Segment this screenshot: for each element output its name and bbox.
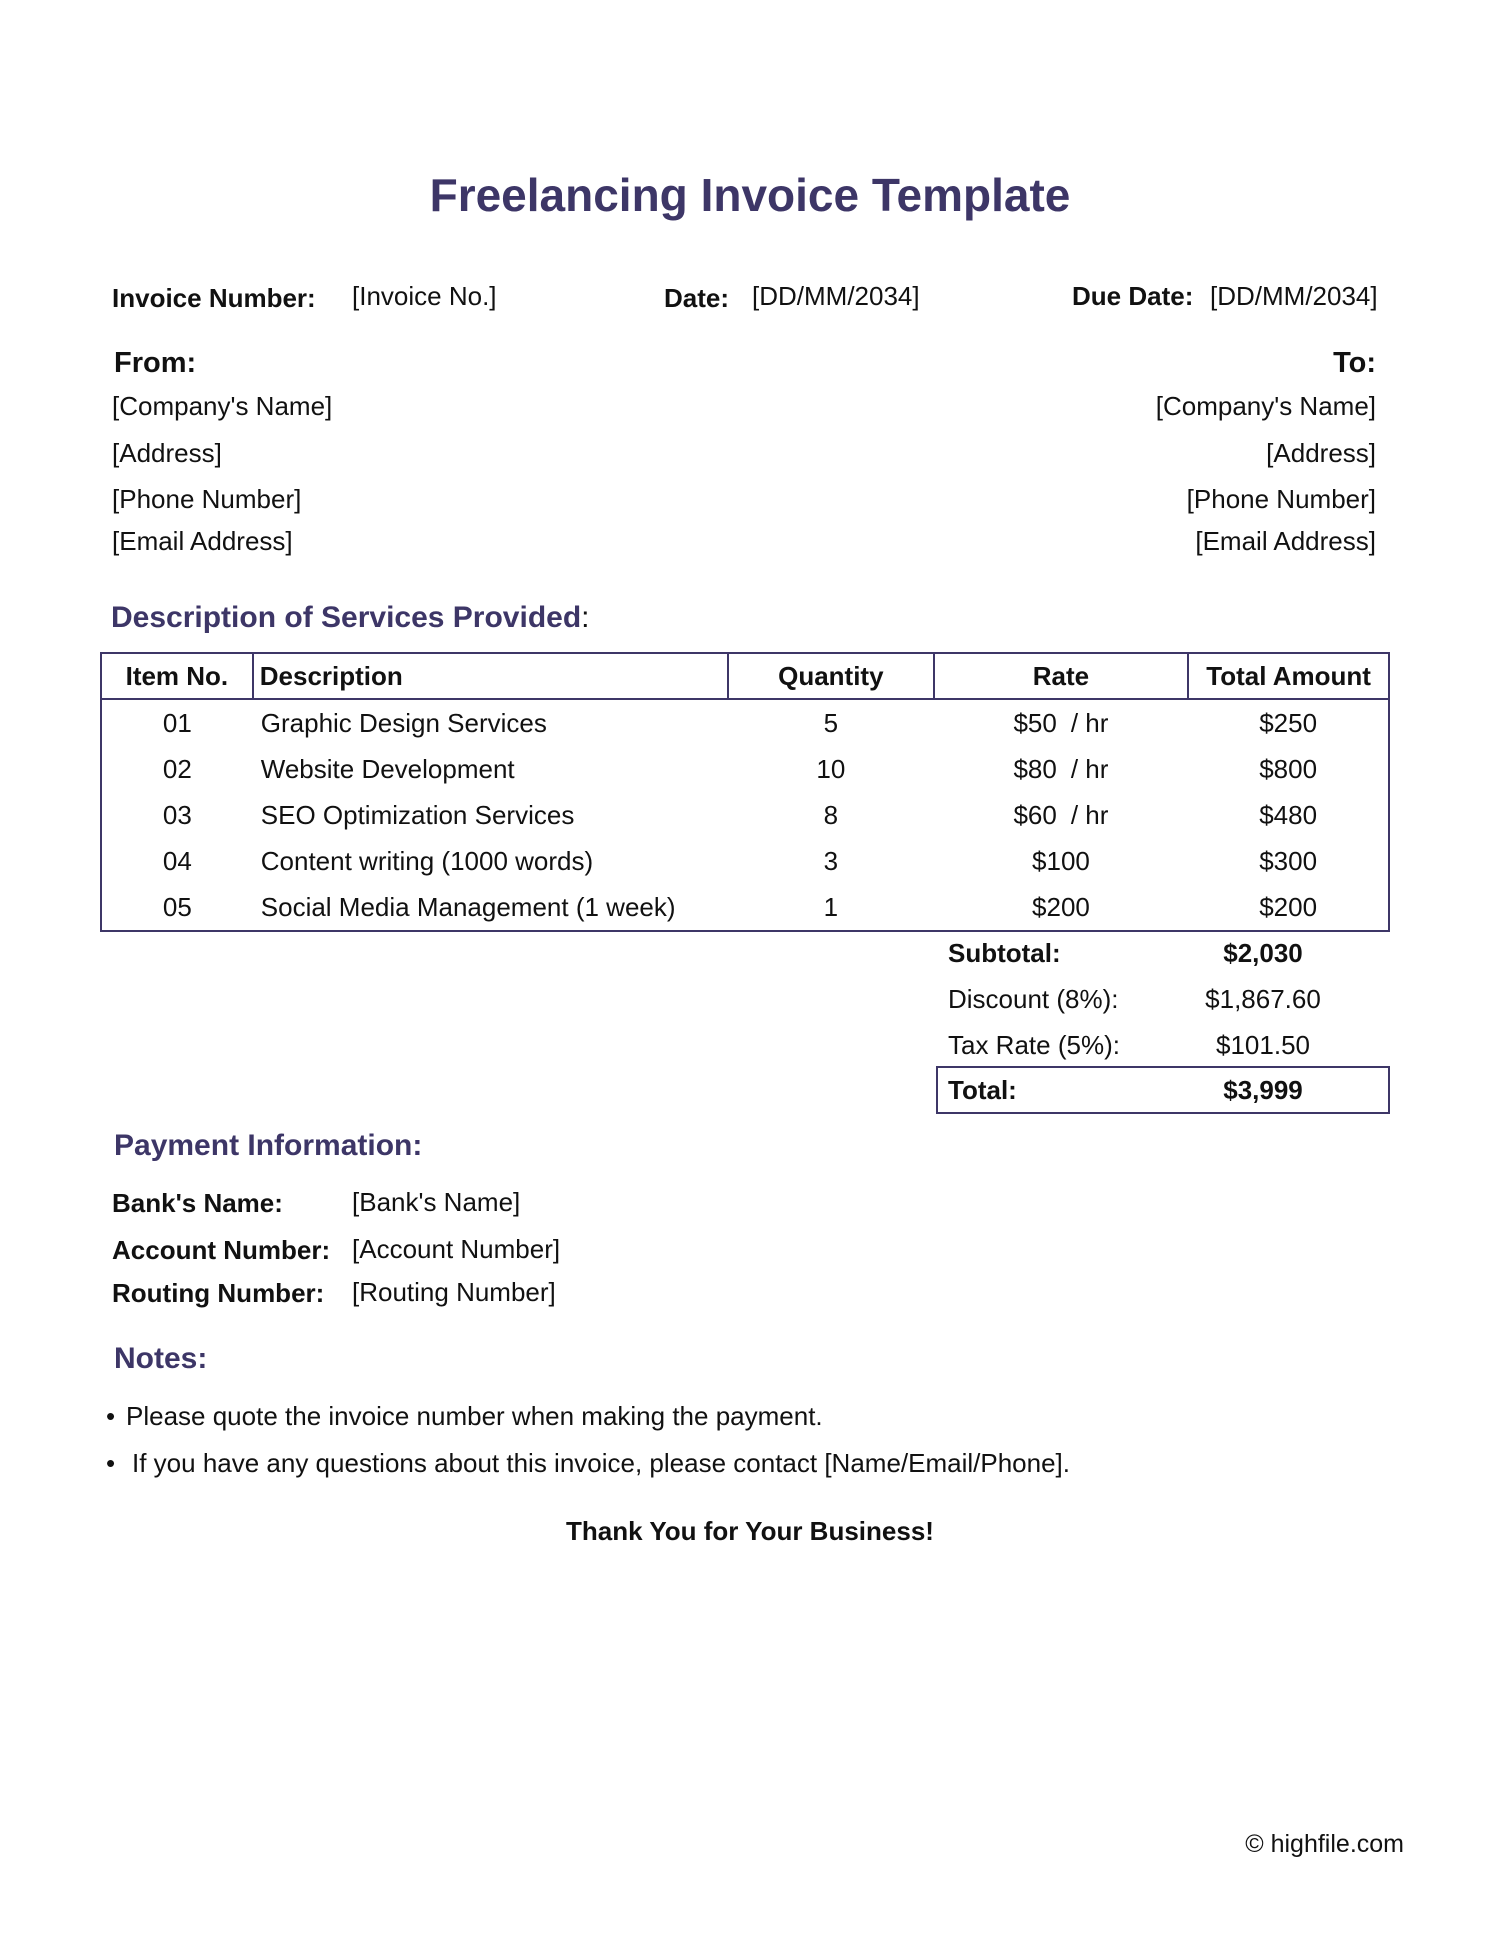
item-quantity: 3: [823, 845, 839, 876]
services-heading-text: Description of Services Provided: [111, 601, 582, 634]
to-heading: To:: [1333, 347, 1376, 379]
account-number-label: Account Number:: [112, 1235, 331, 1265]
footer-credit: © highfile.com: [1245, 1830, 1404, 1858]
table-header-row: [101, 653, 1389, 699]
item-description: Social Media Management (1 week): [260, 891, 676, 922]
col-total-amount: Total Amount: [1188, 653, 1389, 699]
payment-heading: Payment Information:: [114, 1129, 423, 1162]
item-description: Website Development: [260, 753, 515, 784]
discount-row: [936, 976, 1390, 1022]
table-row: [101, 884, 1389, 931]
total-value: $3,999: [1223, 1075, 1303, 1105]
col-rate: Rate: [934, 653, 1189, 699]
note-bullet-2: •: [106, 1448, 116, 1478]
item-no: 02: [162, 753, 192, 784]
from-email: [Email Address]: [112, 526, 293, 556]
services-table: [100, 652, 1390, 932]
from-address: [Address]: [112, 438, 222, 468]
to-phone: [Phone Number]: [1186, 484, 1376, 514]
item-description: SEO Optimization Services: [260, 799, 575, 830]
item-rate: $100: [1032, 845, 1090, 876]
date-value: [DD/MM/2034]: [752, 281, 920, 311]
due-date-value: [DD/MM/2034]: [1210, 281, 1378, 311]
item-no: 01: [162, 707, 192, 738]
table-row: [101, 699, 1389, 746]
col-quantity: Quantity: [728, 653, 934, 699]
rate-unit: / hr: [1070, 707, 1109, 738]
bank-name-value: [Bank's Name]: [352, 1187, 521, 1217]
from-company: [Company's Name]: [112, 391, 333, 421]
account-number-value: [Account Number]: [352, 1234, 561, 1264]
item-rate: [934, 746, 1189, 792]
routing-number-value: [Routing Number]: [352, 1277, 556, 1307]
table-row: [101, 746, 1389, 792]
item-total: $480: [1259, 799, 1318, 830]
item-no: 03: [162, 799, 192, 830]
document-title: Freelancing Invoice Template: [429, 169, 1071, 221]
notes-heading: Notes:: [114, 1342, 208, 1375]
item-description: Graphic Design Services: [260, 707, 547, 738]
item-quantity: 8: [823, 799, 839, 830]
item-quantity: 10: [816, 753, 846, 784]
invoice-number-label: Invoice Number:: [112, 283, 316, 313]
col-item-no: Item No.: [101, 653, 253, 699]
rate-unit: / hr: [1070, 799, 1109, 830]
from-phone: [Phone Number]: [112, 484, 302, 514]
subtotal-row: [936, 930, 1390, 976]
rate-value: $50: [1013, 707, 1057, 738]
rate-value: $80: [1013, 753, 1057, 784]
note-item-2: If you have any questions about this invoice, please contact [Name/Email/Phone].: [132, 1448, 1070, 1478]
note-bullet-1: •: [106, 1401, 116, 1431]
discount-label: Discount (8%):: [948, 984, 1119, 1014]
discount-value: $1,867.60: [1205, 984, 1321, 1014]
item-rate: $200: [1032, 891, 1090, 922]
to-company: [Company's Name]: [1155, 391, 1376, 421]
to-email: [Email Address]: [1195, 526, 1376, 556]
tax-row: [936, 1022, 1390, 1068]
item-description: Content writing (1000 words): [260, 845, 594, 876]
thank-you-message: Thank You for Your Business!: [566, 1516, 934, 1546]
rate-value: $60: [1013, 799, 1057, 830]
table-row: [101, 838, 1389, 884]
bank-name-label: Bank's Name:: [112, 1188, 283, 1218]
due-date-label: Due Date:: [1072, 281, 1194, 311]
item-quantity: 1: [823, 891, 839, 922]
item-total: $250: [1259, 707, 1318, 738]
subtotal-value: $2,030: [1223, 938, 1303, 968]
subtotal-label: Subtotal:: [948, 938, 1061, 968]
item-rate: [934, 699, 1189, 746]
col-description: Description: [253, 653, 728, 699]
item-rate: [934, 792, 1189, 838]
item-total: $300: [1259, 845, 1318, 876]
services-heading: [111, 601, 590, 635]
item-quantity: 5: [823, 707, 839, 738]
to-address: [Address]: [1266, 438, 1376, 468]
table-row: [101, 792, 1389, 838]
services-heading-colon: :: [581, 601, 590, 634]
rate-unit: / hr: [1070, 753, 1109, 784]
item-no: 05: [162, 891, 192, 922]
invoice-number-value: [Invoice No.]: [352, 281, 497, 311]
from-heading: From:: [114, 347, 197, 379]
total-label: Total:: [948, 1075, 1017, 1105]
item-total: $800: [1259, 753, 1318, 784]
note-item-1: Please quote the invoice number when making the payment.: [126, 1401, 823, 1431]
routing-number-label: Routing Number:: [112, 1278, 325, 1308]
item-no: 04: [162, 845, 192, 876]
item-total: $200: [1259, 891, 1318, 922]
total-row: [936, 1066, 1390, 1114]
tax-label: Tax Rate (5%):: [948, 1030, 1120, 1060]
date-label: Date:: [664, 283, 730, 313]
tax-value: $101.50: [1216, 1030, 1310, 1060]
